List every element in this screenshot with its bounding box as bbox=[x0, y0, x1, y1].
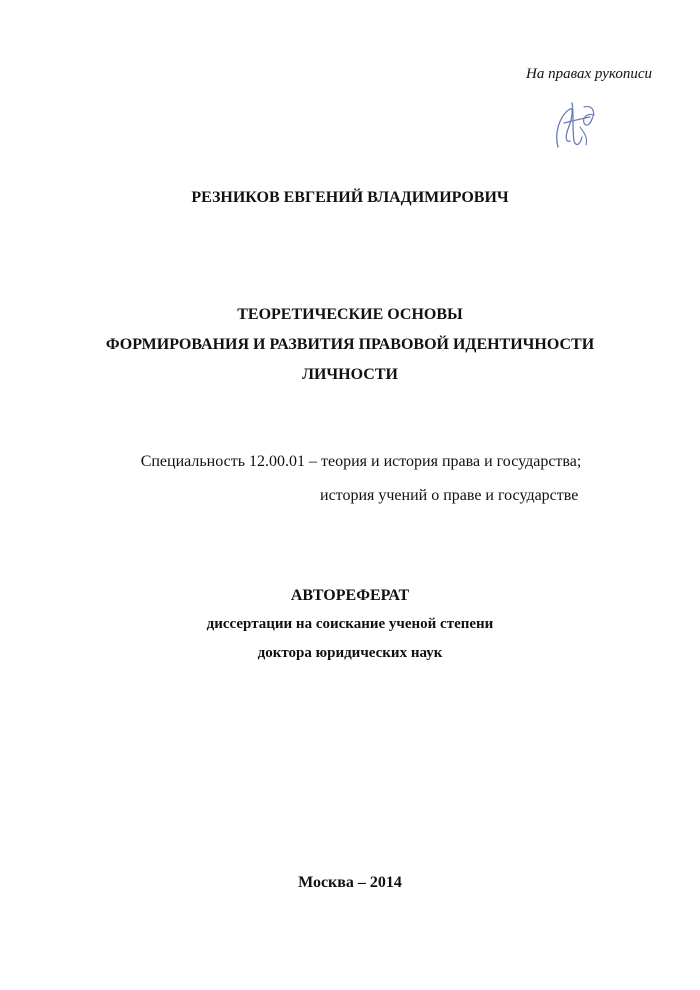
specialty-line: история учений о праве и государстве bbox=[320, 487, 579, 504]
specialty-line: Специальность 12.00.01 – теория и история права и государства; bbox=[140, 453, 582, 470]
title-line: ТЕОРЕТИЧЕСКИЕ ОСНОВЫ bbox=[237, 306, 463, 323]
handwritten-signature bbox=[550, 97, 602, 153]
rights-note: На правах рукописи bbox=[526, 66, 652, 82]
author-name: РЕЗНИКОВ ЕВГЕНИЙ ВЛАДИМИРОВИЧ bbox=[191, 189, 509, 206]
title-line: ФОРМИРОВАНИЯ И РАЗВИТИЯ ПРАВОВОЙ ИДЕНТИЧНОСТИ bbox=[105, 336, 595, 353]
degree-line: доктора юридических наук bbox=[257, 645, 443, 661]
city-year: Москва – 2014 bbox=[298, 874, 402, 891]
specialty-block bbox=[0, 445, 700, 513]
dissertation-title bbox=[0, 300, 700, 390]
abstract-block bbox=[0, 582, 700, 668]
abstract-heading: АВТОРЕФЕРАТ bbox=[290, 587, 410, 604]
degree-line: диссертации на соискание ученой степени bbox=[206, 616, 494, 632]
title-line: ЛИЧНОСТИ bbox=[302, 366, 398, 383]
